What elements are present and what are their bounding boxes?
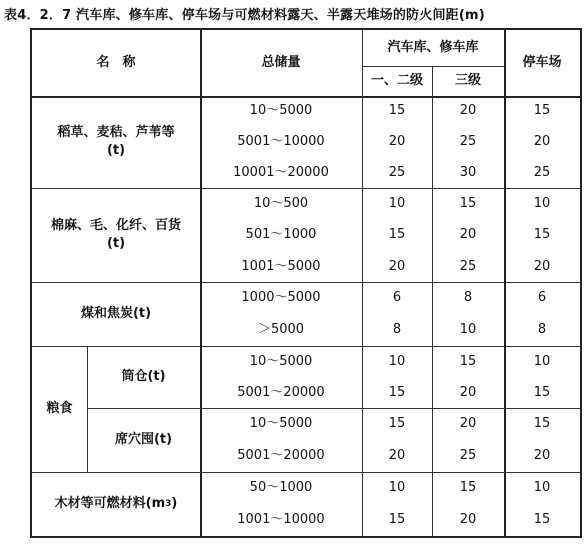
group-name-coal: 煤和焦炭(t) <box>80 306 152 321</box>
cell-range: 10～5000 <box>249 353 313 369</box>
header-name: 名 称 <box>96 55 136 70</box>
cell-parking: 15 <box>533 227 551 242</box>
subgroup-name-mat-pile: 席穴囤(t) <box>114 432 173 447</box>
cell-grade12: 10 <box>388 353 406 369</box>
cell-range: 1001～5000 <box>241 258 321 274</box>
cell-grade12: 20 <box>388 133 406 149</box>
cell-range: ＞5000 <box>257 322 305 337</box>
cell-parking: 15 <box>533 512 551 527</box>
cell-parking: 10 <box>533 480 551 495</box>
cell-grade3: 25 <box>459 448 477 463</box>
cell-grade3: 15 <box>459 353 477 369</box>
cell-parking: 15 <box>533 103 551 118</box>
cell-grade3: 30 <box>459 164 477 180</box>
cell-grade3: 15 <box>459 480 477 495</box>
cell-grade12: 10 <box>388 195 406 211</box>
cell-range: 1000～5000 <box>241 290 321 305</box>
cell-grade12: 25 <box>388 164 406 180</box>
cell-grade12: 15 <box>388 384 406 400</box>
cell-grade3: 15 <box>459 195 477 211</box>
cell-grade12: 15 <box>388 227 406 242</box>
table-caption: 表4．2．7 汽车库、修车库、停车场与可燃材料露天、半露天堆场的防火间距(m) <box>4 8 485 23</box>
subgroup-name-silo: 筒仓(t) <box>121 369 166 384</box>
cell-range: 10001～20000 <box>233 164 329 180</box>
cell-grade12: 10 <box>388 480 406 495</box>
cell-grade3: 10 <box>459 322 477 337</box>
cell-grade3: 25 <box>459 133 477 149</box>
header-total: 总储量 <box>261 55 301 70</box>
group-name-grain: 粮食 <box>46 401 73 416</box>
header-grade3: 三级 <box>454 73 481 88</box>
cell-range: 10～5000 <box>249 416 313 431</box>
cell-parking: 15 <box>533 416 551 431</box>
cell-grade12: 15 <box>388 103 406 118</box>
header-grade12: 一、二级 <box>370 73 423 88</box>
cell-grade3: 8 <box>463 290 473 305</box>
group-name-text: 木材等可燃材料(m <box>54 496 166 511</box>
cell-grade3: 20 <box>459 103 477 118</box>
group-name-timber: 木材等可燃材料(m 3 ) <box>54 496 178 511</box>
cell-parking: 8 <box>537 322 547 337</box>
cell-grade3: 20 <box>459 227 477 242</box>
group-name-line: 棉麻、毛、化纤、百货 <box>50 218 181 233</box>
group-name-straw <box>32 96 200 188</box>
cell-range: 5001～20000 <box>237 448 325 463</box>
cell-grade3: 20 <box>459 512 477 527</box>
group-name-line: 稻草、麦秸、芦苇等 <box>57 125 175 140</box>
cell-range: 5001～20000 <box>237 384 325 400</box>
group-name-textiles <box>32 188 200 282</box>
cell-parking: 20 <box>533 258 551 274</box>
cell-grade3: 20 <box>459 416 477 431</box>
cell-range: 10～500 <box>253 195 309 211</box>
cell-parking: 10 <box>533 353 551 369</box>
cell-range: 5001～10000 <box>237 133 325 149</box>
spacing-table <box>30 28 582 538</box>
group-name-unit: (t) <box>106 143 126 158</box>
cell-grade12: 20 <box>388 448 406 463</box>
cell-grade3: 20 <box>459 384 477 400</box>
header-parking: 停车场 <box>522 55 562 70</box>
cell-range: 50～1000 <box>249 480 313 495</box>
cell-grade12: 20 <box>388 258 406 274</box>
cell-parking: 15 <box>533 384 551 400</box>
header-garage-group: 汽车库、修车库 <box>387 40 479 55</box>
cell-grade12: 8 <box>392 322 402 337</box>
cell-parking: 6 <box>537 290 547 305</box>
cell-grade12: 15 <box>388 416 406 431</box>
cell-grade3: 25 <box>459 258 477 274</box>
group-name-unit: (t) <box>106 236 126 251</box>
cell-parking: 10 <box>533 195 551 211</box>
cell-parking: 25 <box>533 164 551 180</box>
cell-parking: 20 <box>533 448 551 463</box>
cell-grade12: 6 <box>392 290 402 305</box>
cell-parking: 20 <box>533 133 551 149</box>
cell-range: 10～5000 <box>249 103 313 118</box>
cell-range: 1001～10000 <box>237 512 325 527</box>
cell-grade12: 15 <box>388 512 406 527</box>
cell-range: 501～1000 <box>245 227 317 242</box>
group-name-close: ) <box>171 496 178 511</box>
